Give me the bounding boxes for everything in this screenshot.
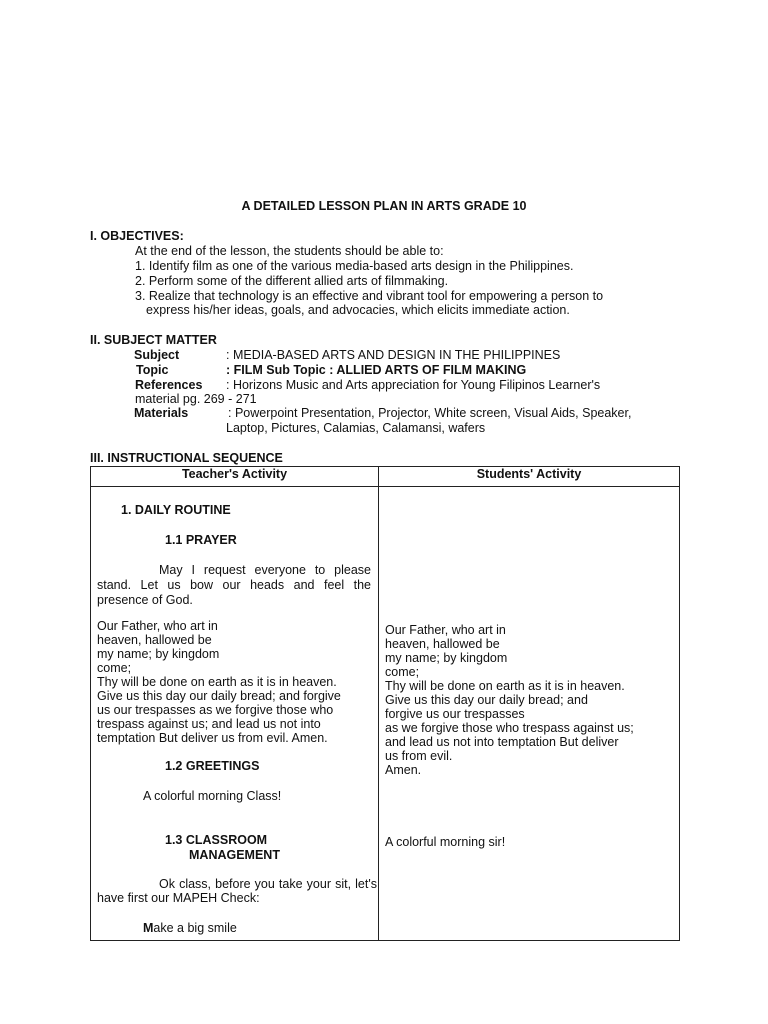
objective-item-3: 3. Realize that technology is an effective and vibrant tool for empowering a person to — [135, 289, 604, 303]
greetings-heading: 1.2 GREETINGS — [165, 759, 260, 773]
objectives-heading: I. OBJECTIVES: — [90, 229, 184, 243]
prayer-line: us from evil. — [385, 749, 453, 763]
objective-item-3-continued: express his/her ideas, goals, and advocacies, which elicits immediate action. — [146, 303, 570, 317]
materials-label: Materials — [134, 406, 189, 420]
students-activity-header: Students' Activity — [379, 467, 680, 487]
subject-matter-heading: II. SUBJECT MATTER — [90, 333, 217, 347]
mapeh-item — [143, 921, 237, 935]
prayer-line: trespass against us; and lead us not into — [97, 717, 321, 731]
students-activity-cell — [379, 487, 680, 941]
page-title: A DETAILED LESSON PLAN IN ARTS GRADE 10 — [241, 199, 527, 213]
prayer-line: us our trespasses as we forgive those who — [97, 703, 334, 717]
prayer-line: heaven, hallowed be — [97, 633, 212, 647]
activity-table — [90, 466, 680, 941]
materials-value: : Powerpoint Presentation, Projector, White screen, Visual Aids, Speaker, — [228, 406, 632, 420]
classroom-management-heading-continued: MANAGEMENT — [189, 848, 280, 862]
prayer-heading: 1.1 PRAYER — [165, 533, 237, 547]
teacher-activity-cell — [91, 487, 379, 941]
topic-value: : FILM Sub Topic : ALLIED ARTS OF FILM MAKING — [226, 363, 527, 377]
references-value: : Horizons Music and Arts appreciation for Young Filipinos Learner's — [226, 378, 601, 392]
materials-value-continued: Laptop, Pictures, Calamias, Calamansi, wafers — [226, 421, 486, 435]
greetings-text: A colorful morning Class! — [143, 789, 282, 803]
prayer-line: forgive us our trespasses — [385, 707, 525, 721]
students-prayer-text — [385, 623, 677, 777]
prayer-line: Amen. — [385, 763, 422, 777]
table-header-row — [91, 467, 680, 487]
mapeh-initial: M — [143, 921, 154, 935]
classroom-management-text: Ok class, before you take your sit, let's have first our MAPEH Check: — [97, 877, 377, 905]
objective-item-1: 1. Identify film as one of the various media-based arts design in the Philippines. — [135, 259, 574, 273]
prayer-line: come; — [385, 665, 420, 679]
prayer-line: Thy will be done on earth as it is in heaven. — [97, 675, 337, 689]
prayer-line: Give us this day our daily bread; and forgive — [97, 689, 341, 703]
subject-label: Subject — [134, 348, 180, 362]
teacher-prayer-text — [97, 619, 375, 745]
objectives-intro: At the end of the lesson, the students should be able to: — [135, 244, 444, 258]
prayer-intro: May I request everyone to please stand. Let us bow our heads and feel the presence of God. — [97, 563, 371, 607]
prayer-line: as we forgive those who trespass against us; — [385, 721, 634, 735]
mapeh-item-text: ake a big smile — [153, 921, 237, 935]
instructional-sequence-heading: III. INSTRUCTIONAL SEQUENCE — [90, 451, 283, 465]
prayer-line: and lead us not into temptation But deliver — [385, 735, 619, 749]
prayer-line: heaven, hallowed be — [385, 637, 500, 651]
subject-value: : MEDIA-BASED ARTS AND DESIGN IN THE PHILIPPINES — [226, 348, 561, 362]
prayer-line: Our Father, who art in — [97, 619, 218, 633]
topic-label: Topic — [136, 363, 169, 377]
prayer-line: come; — [97, 661, 132, 675]
daily-routine-heading: 1. DAILY ROUTINE — [121, 503, 231, 517]
objective-item-2: 2. Perform some of the different allied arts of filmmaking. — [135, 274, 449, 288]
references-value-continued: material pg. 269 - 271 — [135, 392, 257, 406]
prayer-line: temptation But deliver us from evil. Amen. — [97, 731, 328, 745]
prayer-line: Our Father, who art in — [385, 623, 506, 637]
prayer-line: Give us this day our daily bread; and — [385, 693, 588, 707]
prayer-line: Thy will be done on earth as it is in heaven. — [385, 679, 625, 693]
references-label: References — [135, 378, 203, 392]
table-row — [91, 487, 680, 941]
prayer-line: my name; by kingdom — [97, 647, 220, 661]
prayer-line: my name; by kingdom — [385, 651, 508, 665]
students-greeting-response: A colorful morning sir! — [385, 835, 506, 849]
teacher-activity-header: Teacher's Activity — [91, 467, 379, 487]
classroom-management-heading: 1.3 CLASSROOM — [165, 833, 268, 847]
